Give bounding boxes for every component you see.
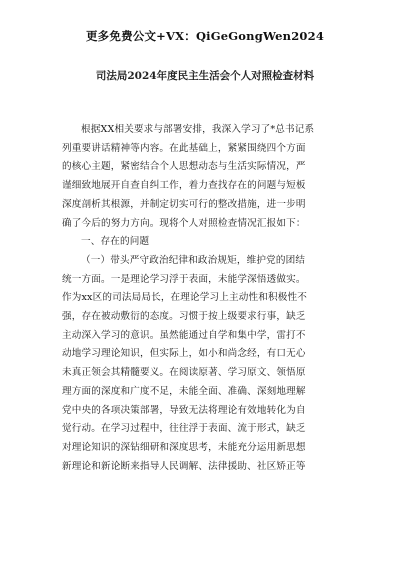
paragraph-line: 对理论知识的深钻细研和深度思考，未能充分运用新思想 [62,441,306,453]
paragraph-line: （一）带头严守政治纪律和政治规矩，维护党的团结 [81,254,306,266]
paragraph-line: 新理论和新论断来指导人民调解、法律援助、社区矫正等 [62,460,306,472]
paragraph-line: 的核心主题，紧密结合个人思想动态与生活实际情况，严 [62,161,306,173]
paragraph-line: 谨细致地展开自查自纠工作，着力查找存在的问题与短板 [62,180,306,192]
paragraph-line: 党中央的各项决策部署，导致无法将理论有效地转化为自 [62,404,306,416]
paragraph-line: 理方面的深度和广度不足，未能全面、准确、深刻地理解 [62,385,306,397]
document-body [62,121,350,476]
paragraph-line: 主动深入学习的意识。虽然能通过自学和集中学，雷打不 [62,329,306,341]
paragraph-line: 确了今后的努力方向。现将个人对照检查情况汇报如下： [62,217,306,229]
paragraph-line: 列重要讲话精神等内容。在此基础上，紧紧围绕四个方面 [62,142,306,154]
watermark-header: 更多免费公文+VX：QiGeGongWen2024 [85,29,325,43]
paragraph-line: 作为xx区的司法局局长，在理论学习上主动性和积极性不 [62,292,307,304]
paragraph-line: 觉行动。在学习过程中，往往浮于表面、流于形式，缺乏 [62,423,306,435]
paragraph-line: 强，存在被动敷衍的态度。习惯于按上级要求行事，缺乏 [62,311,306,323]
paragraph-line: 未真正领会其精髓要义。在阅读原著、学习原文、领悟原 [62,367,306,379]
paragraph-line: 统一方面。一是理论学习浮于表面，未能学深悟透做实。 [62,273,306,285]
paragraph-line: 深度剖析其根源，并制定切实可行的整改措施，进一步明 [62,198,306,210]
document-title: 司法局2024年度民主生活会个人对照检查材料 [95,70,315,82]
paragraph-line: 动地学习理论知识，但实际上，如小和尚念经，有口无心 [62,348,306,360]
section-heading: 一、存在的问题 [81,236,150,248]
paragraph-line: 根据XX相关要求与部署安排，我深入学习了*总书记系 [81,124,315,135]
